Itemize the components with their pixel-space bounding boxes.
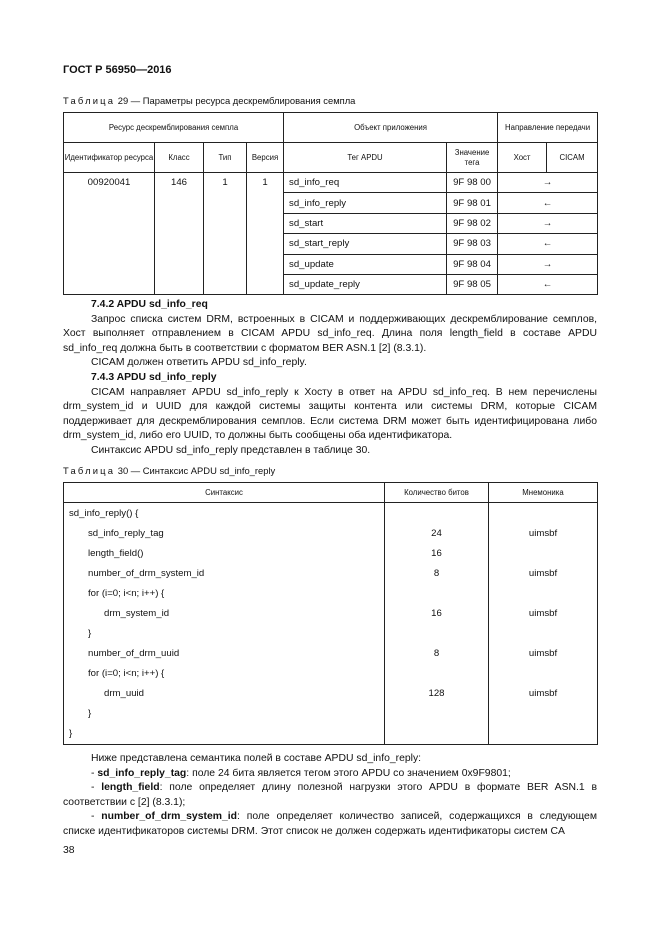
apdu-tag-cell: sd_info_req: [284, 173, 447, 193]
syntax-line: sd_info_reply_tag: [88, 528, 164, 539]
col-tagval-header: Значение тега: [447, 143, 498, 173]
bits-value: [385, 704, 488, 724]
table29-caption: Таблица 29 — Параметры ресурса дескремблирования семпла: [63, 95, 356, 106]
col-syntax-header: Синтаксис: [64, 483, 385, 503]
paragraph: CICAM направляет APDU sd_info_reply к Хосту в ответ на APDU sd_info_req. В нем перечислены drm_system_id и UUID для каждой системы защиты контента или системы DRM, которые CICAM поддерживает для дескремблирования семплов. Если система DRM может быть идентифицирована либо drm_system_id, либо его UUID, то должны быть сообщены оба идентификатора.: [63, 386, 597, 442]
mnemonic-value: [489, 504, 597, 524]
syntax-line: for (i=0; i<n; i++) {: [88, 588, 165, 599]
apdu-tag-cell: sd_update: [284, 254, 447, 274]
mnemonic-value: uimsbf: [528, 688, 558, 699]
apdu-tag-cell: sd_start_reply: [284, 234, 447, 254]
mnemonic-value: [489, 584, 597, 604]
mnemonic-value: [489, 704, 597, 724]
table-30: [63, 482, 598, 745]
apdu-tag-cell: sd_start: [284, 213, 447, 233]
resource-id-cell: 00920041: [64, 173, 155, 295]
mnemonic-value: [489, 624, 597, 644]
apdu-tag-cell: sd_info_reply: [284, 193, 447, 213]
col-class-header: Класс: [155, 143, 204, 173]
bits-value: 8: [433, 648, 440, 659]
bits-value: [385, 624, 488, 644]
bits-value: 128: [428, 688, 445, 699]
bits-value: [385, 504, 488, 524]
syntax-line: sd_info_reply() {: [69, 508, 139, 519]
mnemonic-value: uimsbf: [528, 568, 558, 579]
tag-value-cell: 9F 98 01: [447, 193, 498, 213]
syntax-line: number_of_drm_system_id: [88, 568, 205, 579]
col-cicam-header: CICAM: [547, 143, 598, 173]
mnemonic-value: uimsbf: [528, 648, 558, 659]
col-tag-header: Тег APDU: [284, 143, 447, 173]
semantics-item: - sd_info_reply_tag: поле 24 бита является тегом этого APDU со значением 0x9F9801;: [91, 767, 511, 779]
syntax-line: }: [88, 708, 92, 719]
group-resource-header: Ресурс дескремблирования семпла: [64, 113, 284, 143]
direction-cell: ←: [498, 193, 598, 213]
bits-value: 24: [431, 528, 442, 539]
section-7-4-2: [63, 298, 597, 459]
direction-cell: ←: [498, 274, 598, 294]
paragraph: Ниже представлена семантика полей в составе APDU sd_info_reply:: [91, 753, 422, 764]
document-header: ГОСТ Р 56950—2016: [63, 64, 172, 76]
direction-cell: →: [498, 254, 598, 274]
field-term: number_of_drm_system_id: [101, 811, 237, 823]
section-heading: 7.4.2 APDU sd_info_req: [91, 299, 208, 310]
resource-class-cell: 146: [155, 173, 204, 295]
mnemonic-value: [489, 664, 597, 684]
tag-value-cell: 9F 98 03: [447, 234, 498, 254]
mnemonic-value: uimsbf: [528, 608, 558, 619]
syntax-line: number_of_drm_uuid: [88, 648, 180, 659]
semantics-item: - length_field: поле определяет длину полезной нагрузки этого APDU в формате BER ASN.1 в соответствии с [2] (8.3.1);: [63, 782, 597, 808]
tag-value-cell: 9F 98 04: [447, 254, 498, 274]
bits-value: [385, 724, 488, 744]
tag-value-cell: 9F 98 05: [447, 274, 498, 294]
semantics-section: [63, 752, 597, 840]
group-direction-header: Направление передачи: [498, 113, 598, 143]
syntax-line: length_field(): [88, 548, 144, 559]
paragraph: Синтаксис APDU sd_info_reply представлен в таблице 30.: [91, 444, 371, 456]
resource-version-cell: 1: [247, 173, 284, 295]
direction-cell: →: [498, 213, 598, 233]
table30-caption: Таблица 30 — Синтаксис APDU sd_info_reply: [63, 465, 276, 476]
paragraph: Запрос списка систем DRM, встроенных в CICAM и поддерживающих дескремблирование семплов, Хост выполняет отправлением в CICAM APDU sd_info_req. Длина поля length_field в составе APDU sd_info_req должна быть в соответствии с форматом BER ASN.1 [2] (8.3.1).: [63, 313, 597, 354]
mnemonic-value: [489, 724, 597, 744]
direction-cell: →: [498, 173, 598, 193]
paragraph: CICAM должен ответить APDU sd_info_reply.: [91, 357, 307, 369]
col-id-header: Идентификатор ресурса: [64, 143, 155, 173]
bits-value: 16: [431, 608, 442, 619]
group-app-header: Объект приложения: [284, 113, 498, 143]
bits-value: 8: [433, 568, 440, 579]
syntax-line: drm_system_id: [104, 608, 170, 619]
semantics-item: - number_of_drm_system_id: поле определяет количество записей, содержащихся в следующем списке идентификаторов системы DRM. Этот список не должен содержать идентификаторы систем CA: [63, 811, 597, 837]
tag-value-cell: 9F 98 00: [447, 173, 498, 193]
mnemonic-value: uimsbf: [528, 528, 558, 539]
section-heading: 7.4.3 APDU sd_info_reply: [91, 371, 217, 383]
col-version-header: Версия: [247, 143, 284, 173]
col-type-header: Тип: [204, 143, 247, 173]
syntax-line: drm_uuid: [104, 688, 144, 699]
bits-value: [385, 584, 488, 604]
col-host-header: Хост: [498, 143, 547, 173]
direction-cell: ←: [498, 234, 598, 254]
tag-value-cell: 9F 98 02: [447, 213, 498, 233]
apdu-tag-cell: sd_update_reply: [284, 274, 447, 294]
bits-value: [385, 664, 488, 684]
syntax-line: }: [69, 728, 73, 739]
col-mnemonic-header: Мнемоника: [489, 483, 598, 503]
table-29: [63, 112, 598, 295]
page-number: 38: [63, 845, 75, 856]
resource-type-cell: 1: [204, 173, 247, 295]
field-term: sd_info_reply_tag: [97, 767, 187, 779]
syntax-line: for (i=0; i<n; i++) {: [88, 668, 165, 679]
mnemonic-value: [489, 544, 597, 564]
syntax-line: }: [88, 628, 92, 639]
bits-value: 16: [431, 548, 442, 559]
col-bits-header: Количество битов: [385, 483, 489, 503]
field-term: length_field: [101, 782, 160, 794]
